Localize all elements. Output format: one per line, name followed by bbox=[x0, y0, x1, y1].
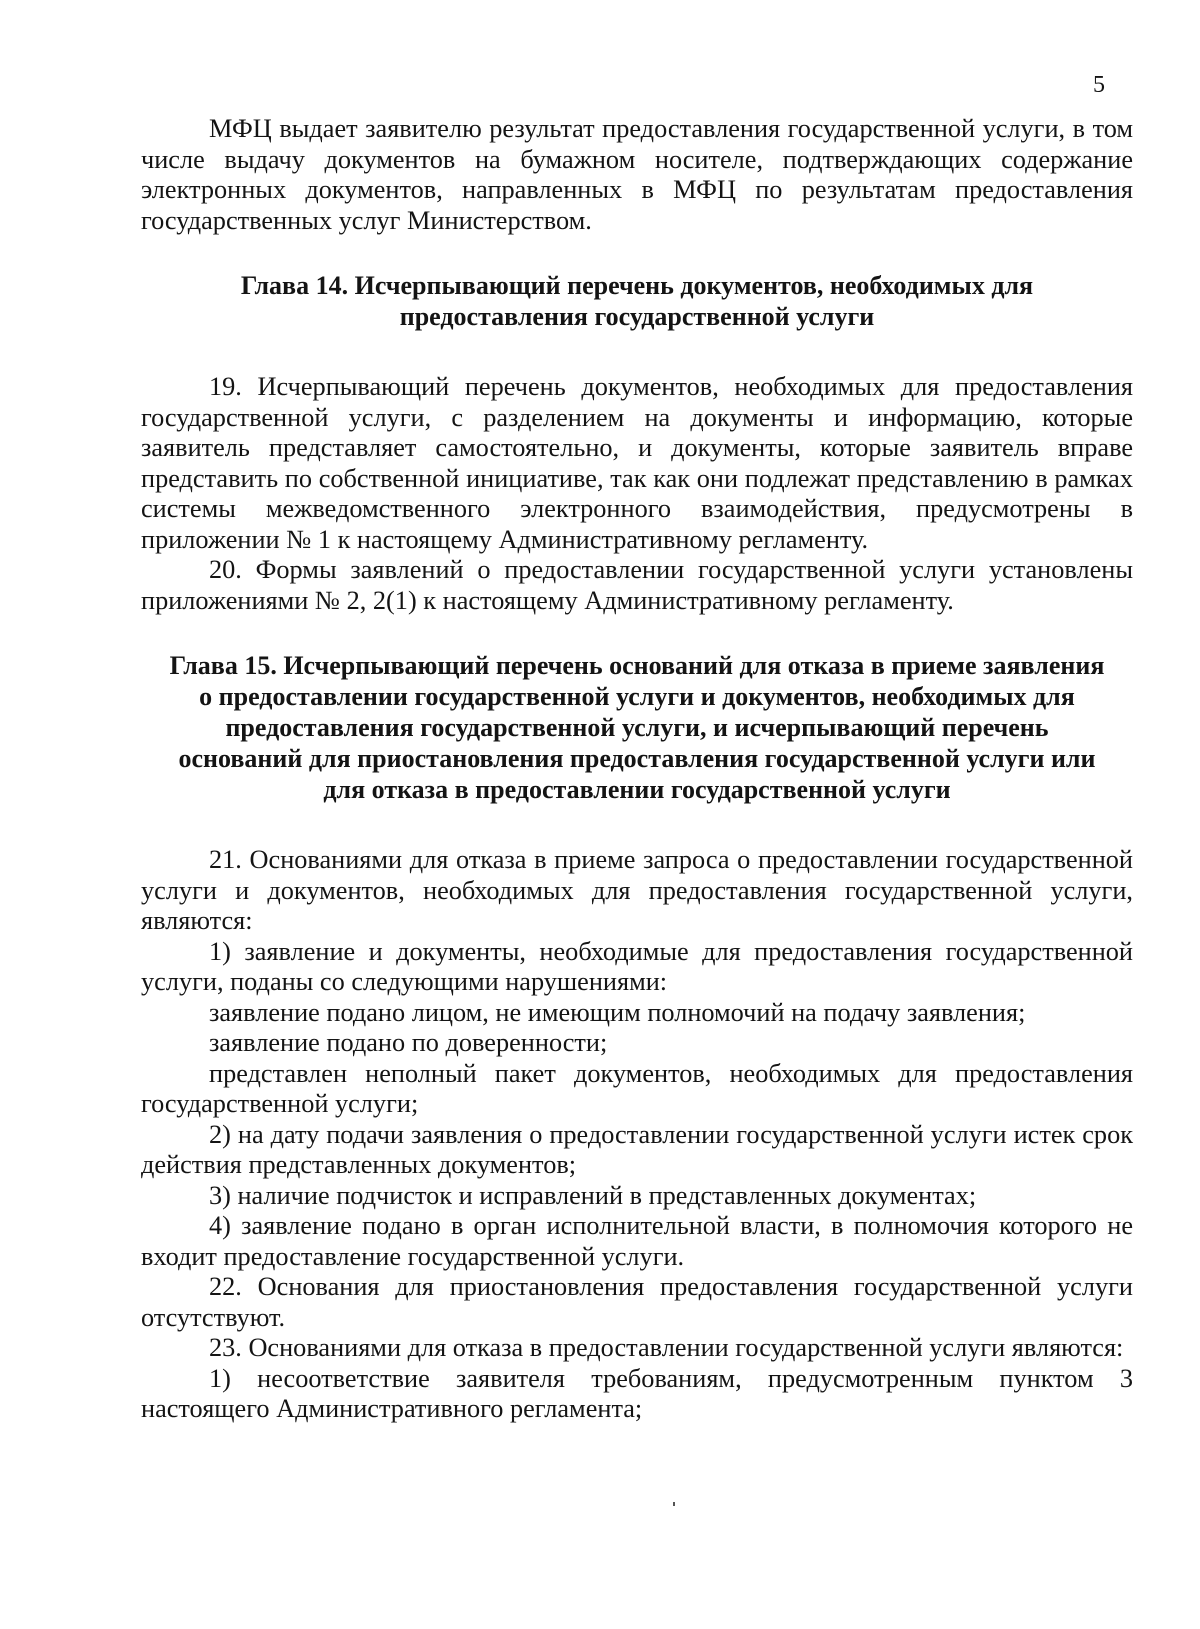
violation-item: заявление подано лицом, не имеющим полномочий на подачу заявления; bbox=[209, 997, 1026, 1027]
intro-paragraph: МФЦ выдает заявителю результат предоставления государственной услуги, в том числе выдачу документов на бумажном носителе, подтверждающих содержание электронных документов, направленных в МФЦ по результатам предоставления государственных услуг Министерством. bbox=[141, 114, 1133, 235]
violation-item: представлен неполный пакет документов, необходимых для предоставления государственной услуги; bbox=[141, 1058, 1133, 1118]
paragraph-22: 22. Основания для приостановления предоставления государственной услуги отсутствуют. bbox=[141, 1272, 1133, 1332]
page-number: 5 bbox=[1093, 72, 1105, 98]
scan-speck bbox=[673, 1502, 675, 1506]
paragraph-20: 20. Формы заявлений о предоставлении государственной услуги установлены приложениями № 2, 2(1) к настоящему Административному регламенту. bbox=[141, 555, 1133, 615]
paragraph-19: 19. Исчерпывающий перечень документов, необходимых для предоставления государственной услуги, с разделением на документы и информацию, которые заявитель представляет самостоятельно, и документы, которые заявитель вправе представить по собственной инициативе, так как они подлежат представлению в рамках системы межведомственного электронного взаимодействия, предусмотрены в приложении № 1 к настоящему Административному регламенту. bbox=[141, 372, 1133, 554]
paragraph-21-item-3: 3) наличие подчисток и исправлений в представленных документах; bbox=[209, 1180, 977, 1210]
violation-item: заявление подано по доверенности; bbox=[209, 1028, 608, 1057]
paragraph-21-item-2: 2) на дату подачи заявления о предоставлении государственной услуги истек срок действия представленных документов; bbox=[141, 1119, 1133, 1179]
chapter-14-heading: Глава 14. Исчерпывающий перечень документов, необходимых для предоставления государственной услуги bbox=[240, 271, 1034, 331]
document-body bbox=[141, 114, 1133, 1425]
paragraph-23-item-1: 1) несоответствие заявителя требованиям, предусмотренным пунктом 3 настоящего Административного регламента; bbox=[141, 1363, 1133, 1423]
chapter-15-heading: Глава 15. Исчерпывающий перечень оснований для отказа в приеме заявления о предоставлении государственной услуги и документов, необходимых для предоставления государственной услуги, и исчерпывающий перечень оснований для приостановления предоставления государственной услуги или для отказа в предоставлении государственной услуги bbox=[169, 651, 1105, 804]
paragraph-21-item-4: 4) заявление подано в орган исполнительной власти, в полномочия которого не входит предоставление государственной услуги. bbox=[141, 1211, 1133, 1271]
paragraph-23: 23. Основаниями для отказа в предоставлении государственной услуги являются: bbox=[209, 1333, 1124, 1362]
paragraph-21: 21. Основаниями для отказа в приеме запроса о предоставлении государственной услуги и документов, необходимых для предоставления государственной услуги, являются: bbox=[141, 845, 1133, 935]
paragraph-21-item-1: 1) заявление и документы, необходимые для предоставления государственной услуги, поданы со следующими нарушениями: bbox=[141, 936, 1133, 996]
